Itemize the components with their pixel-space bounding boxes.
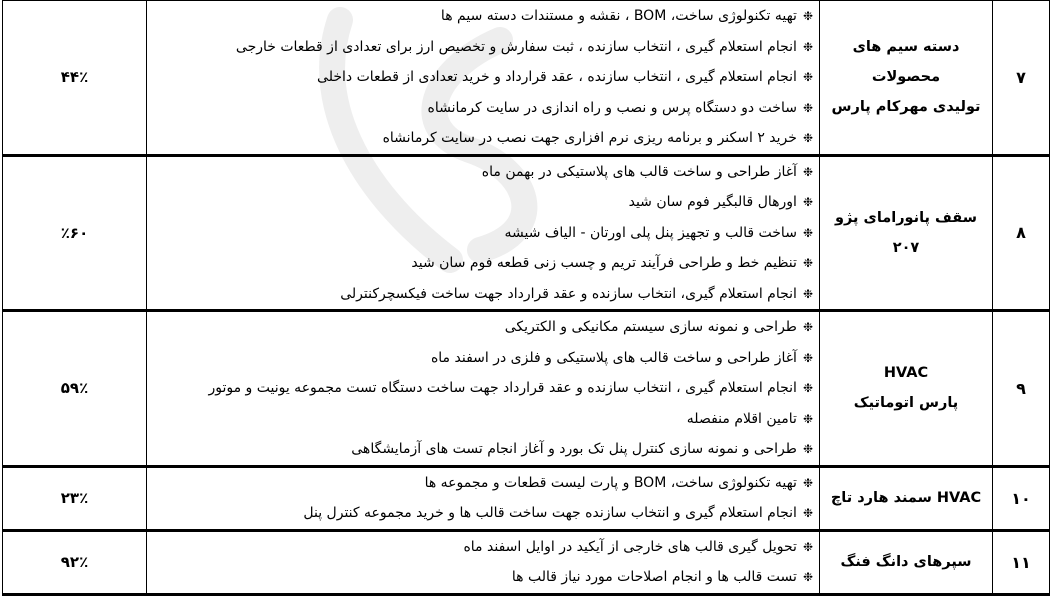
task-item [147,1,813,32]
task-list-cell [147,155,820,311]
project-name [820,530,993,594]
task-text: انجام استعلام گیری و انتخاب سازنده جهت ساخت قالب ها و خرید مجموعه کنترل پنل [303,505,797,521]
task-text: انجام استعلام گیری ، انتخاب سازنده ، ثبت سفارش و تخصیص ارز برای تعدادی از قطعات خارجی [235,38,797,55]
project-name-line: HVAC [883,365,929,382]
row-number: ۷ [993,1,1050,156]
progress-percent: ٪۶۰ [3,155,147,311]
task-item [147,248,813,279]
row-number: ۱۰ [993,466,1050,530]
task-item [147,157,813,188]
task-text: طراحی و نمونه سازی کنترل پنل تک بورد و آغاز انجام تست های آزمایشگاهی [351,441,797,457]
task-text: انجام استعلام گیری، انتخاب سازنده و عقد قرارداد جهت ساخت فیکسچرکنترلی [340,285,797,302]
bullet-icon: ❉ [802,225,813,240]
project-row [3,311,1050,467]
project-name-line: پارس اتوماتیک [853,395,959,412]
bullet-icon: ❉ [802,475,813,490]
task-item [147,93,813,124]
bullet-icon: ❉ [802,286,813,301]
task-item [147,532,813,563]
task-list-cell [147,530,820,594]
task-text: انجام استعلام گیری ، انتخاب سازنده و عقد قرارداد جهت ساخت دستگاه تست مجموعه یونیت و موتور [208,380,797,396]
task-item [147,562,813,593]
task-text: تست قالب ها و انجام اصلاحات مورد نیاز قالب ها [511,569,797,585]
task-list [147,312,819,465]
task-text: انجام استعلام گیری ، انتخاب سازنده ، عقد قرارداد و خرید تعدادی از قطعات داخلی [317,69,797,85]
bullet-icon: ❉ [802,131,813,145]
bullet-icon: ❉ [802,9,813,23]
task-text: تامین اقلام منفصله [686,410,797,427]
task-item [147,343,813,374]
row-number: ۱۱ [993,530,1050,594]
project-name-line: سپرهای دانگ فنگ [840,554,972,570]
project-row [3,1,1050,156]
task-item [147,279,813,310]
project-name [820,466,993,530]
bullet-icon: ❉ [802,539,813,554]
task-text: آغاز طراحی و ساخت قالب های پلاستیکی و فلزی در اسفند ماه [430,349,797,366]
project-name [820,155,993,311]
project-name-line: دسته سیم های محصولات [852,39,960,86]
project-row [3,155,1050,311]
task-text: اورهال قالبگیر فوم سان شید [628,194,797,210]
task-list [147,1,819,154]
task-text: خرید ۲ اسکنر و برنامه ریزی نرم افزاری جهت نصب در سایت کرمانشاه [382,130,797,146]
task-item [147,32,813,63]
task-item [147,218,813,249]
progress-percent: ۵۹٪ [3,311,147,467]
project-name-line: تولیدی مهرکام پارس [831,99,981,116]
task-text: تهیه تکنولوژی ساخت، BOM ، نقشه و مستندات دسته سیم ها [440,8,797,24]
task-item [147,373,813,404]
task-item [147,123,813,154]
projects-table [2,0,1050,596]
task-text: تنظیم خط و طراحی فرآیند تریم و چسب زنی قطعه فوم سان شید [411,255,797,271]
project-name-line: HVAC سمند هارد تاچ [830,490,982,506]
task-text: تحویل گیری قالب های خارجی از آیکید در اوایل اسفند ماه [463,538,797,555]
task-item [147,498,813,529]
row-number: ۸ [993,155,1050,311]
row-number: ۹ [993,311,1050,467]
task-item [147,62,813,93]
bullet-icon: ❉ [802,320,813,334]
project-row [3,466,1050,530]
bullet-icon: ❉ [802,164,813,179]
bullet-icon: ❉ [802,195,813,209]
progress-percent: ۹۲٪ [3,530,147,594]
bullet-icon: ❉ [802,411,813,426]
task-text: ساخت دو دستگاه پرس و نصب و راه اندازی در سایت کرمانشاه [427,99,797,116]
task-item [147,187,813,218]
bullet-icon: ❉ [802,381,813,395]
bullet-icon: ❉ [802,256,813,270]
project-row [3,530,1050,594]
task-list [147,157,819,310]
task-item [147,468,813,499]
task-text: طراحی و نمونه سازی سیستم مکانیکی و الکتریکی [504,319,797,335]
task-text: ساخت قالب و تجهیز پنل پلی اورتان - الیاف شیشه [504,224,797,241]
bullet-icon: ❉ [802,570,813,584]
bullet-icon: ❉ [802,350,813,365]
project-name-line: سقف پانورامای پژو ۲۰۷ [835,209,977,256]
task-text: آغاز طراحی و ساخت قالب های پلاستیکی در بهمن ماه [481,163,797,180]
task-list-cell [147,466,820,530]
progress-percent: ۲۳٪ [3,466,147,530]
task-text: تهیه تکنولوژی ساخت، BOM و پارت لیست قطعات و مجموعه ها [424,474,797,491]
task-list-cell [147,311,820,467]
bullet-icon: ❉ [802,100,813,115]
task-item [147,312,813,343]
bullet-icon: ❉ [802,39,813,54]
project-name [820,311,993,467]
bullet-icon: ❉ [802,442,813,456]
task-item [147,434,813,465]
project-name [820,1,993,156]
bullet-icon: ❉ [802,70,813,84]
task-list [147,532,819,593]
progress-percent: ۴۴٪ [3,1,147,156]
task-list-cell [147,1,820,156]
task-list [147,468,819,529]
bullet-icon: ❉ [802,506,813,520]
task-item [147,404,813,435]
